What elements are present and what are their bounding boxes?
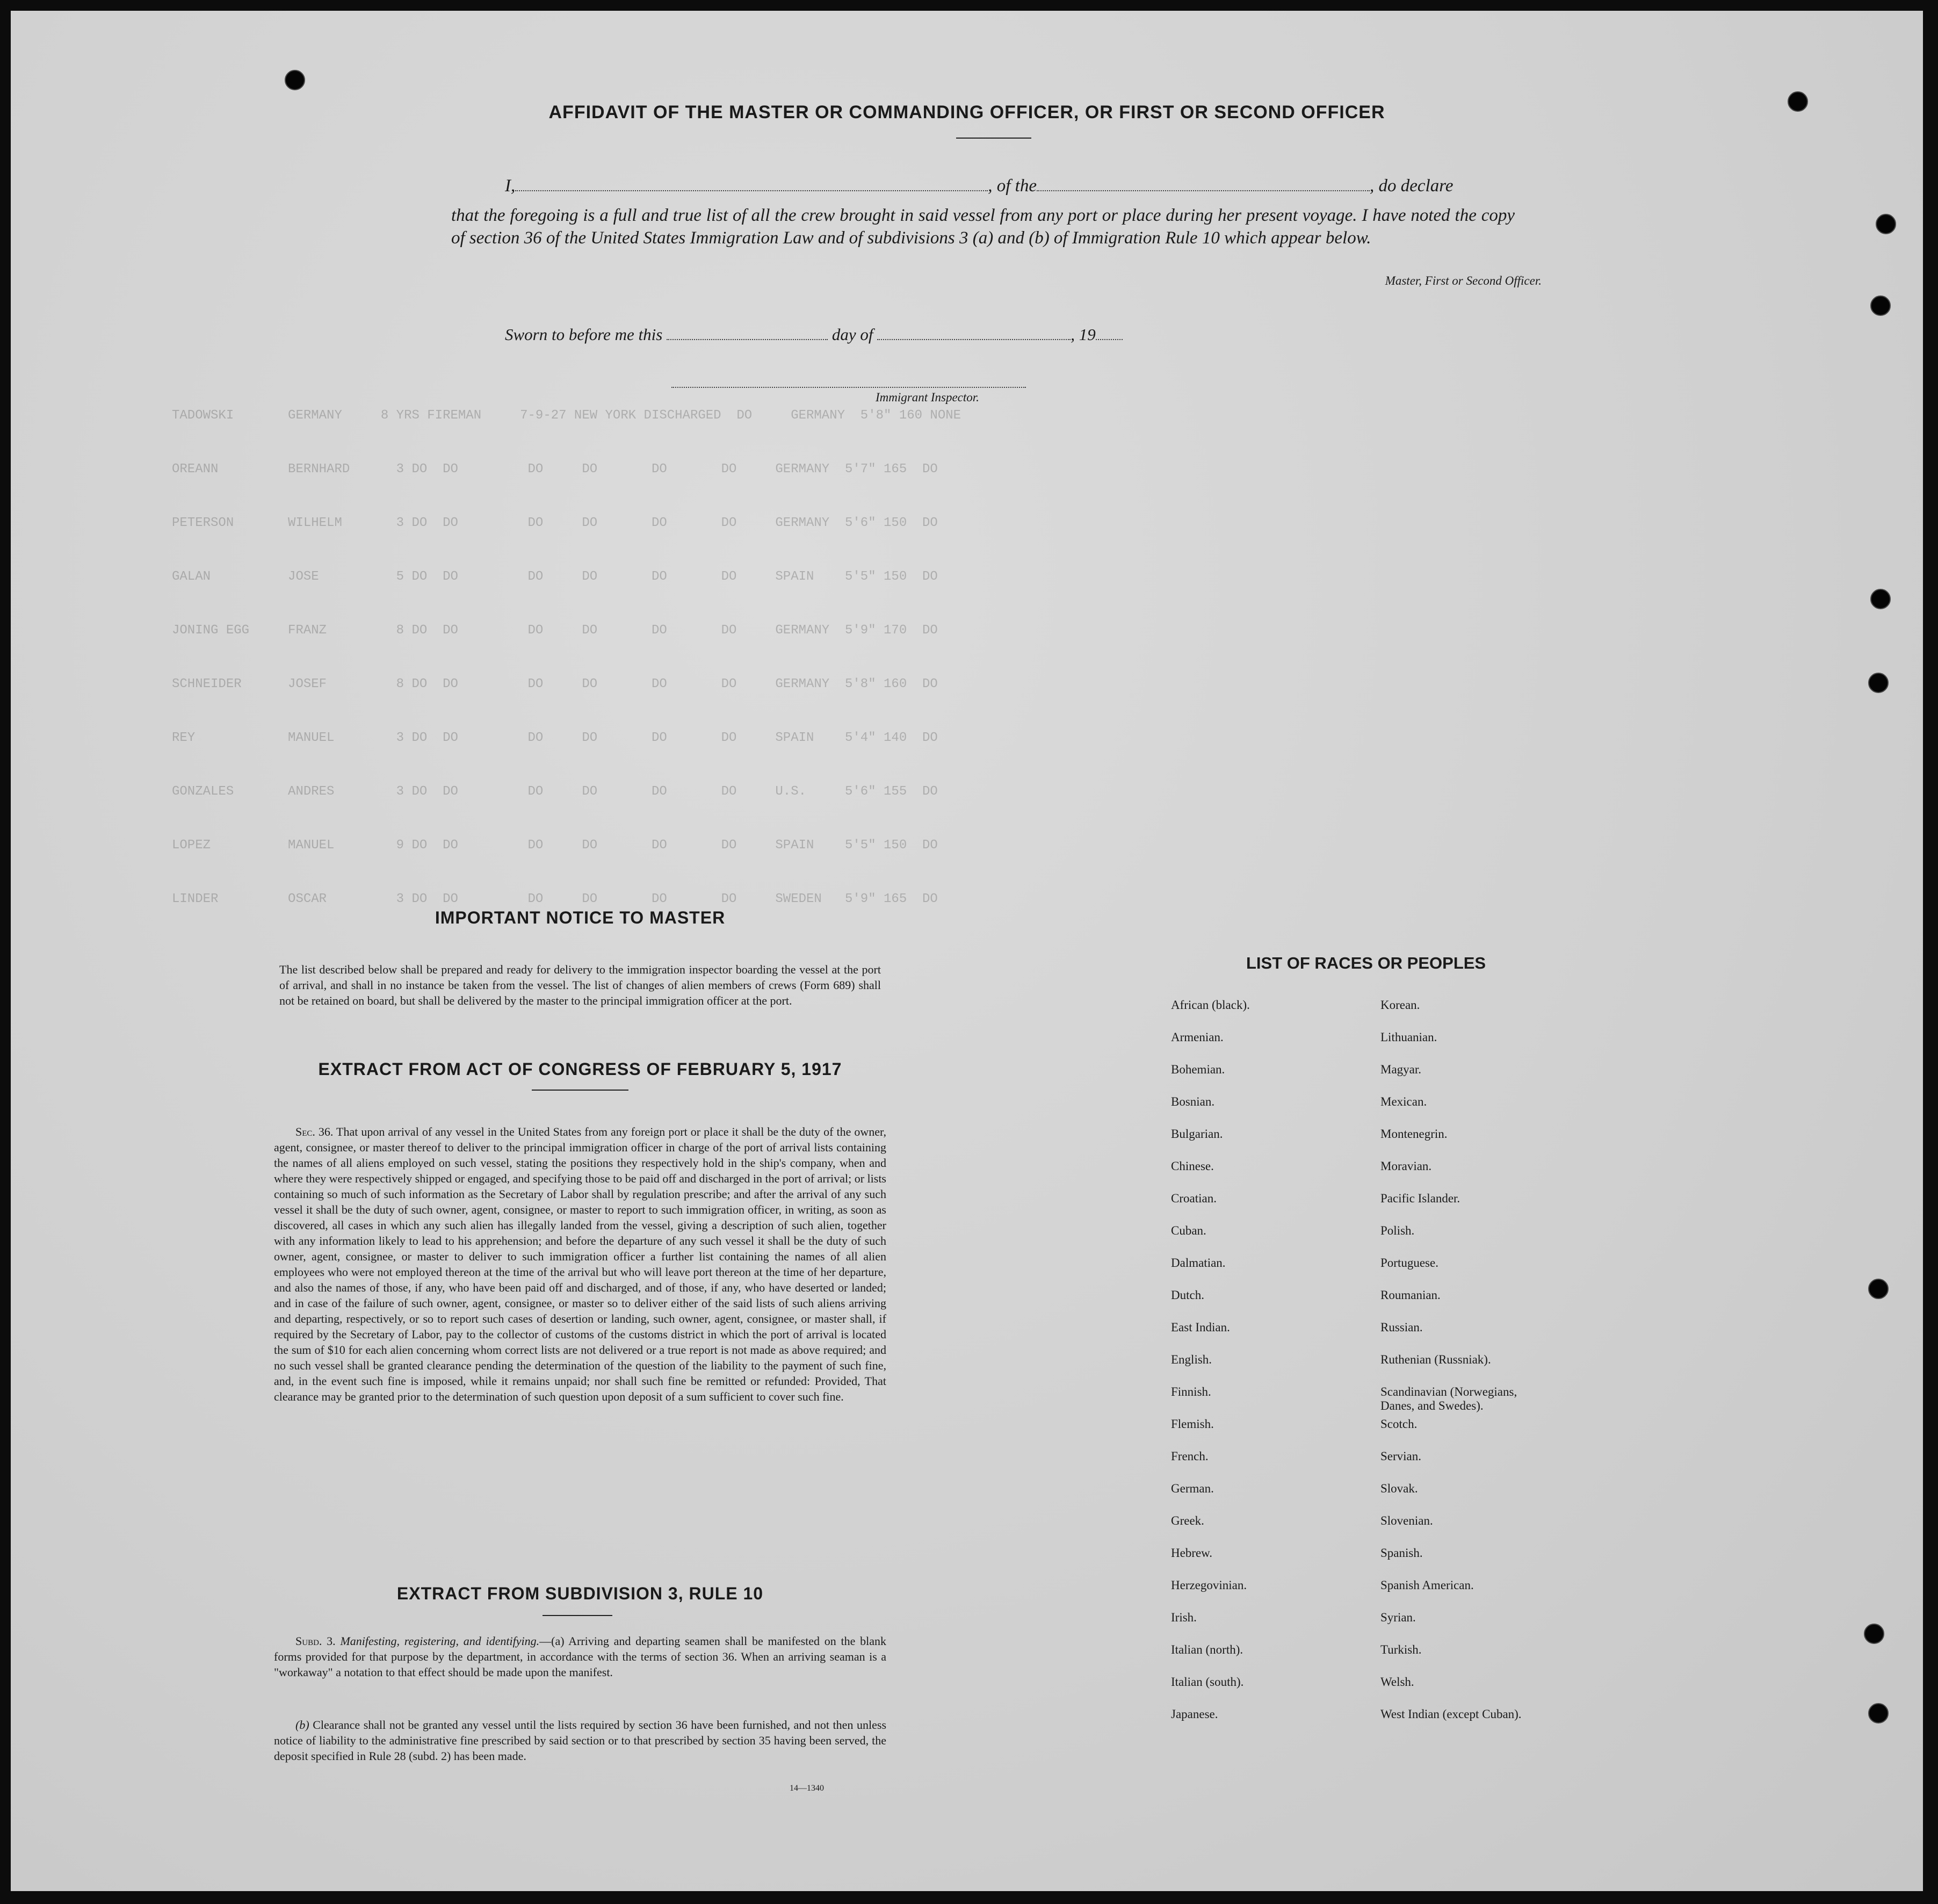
bleed-through-text: GALAN JOSE 5 DO DO DO DO DO DO SPAIN 5'5" 150 DO <box>172 569 938 584</box>
race-item: Roumanian. <box>1380 1288 1441 1302</box>
race-item: Slovenian. <box>1380 1514 1433 1527</box>
sworn-line <box>505 325 1123 344</box>
race-item: Dutch. <box>1171 1288 1204 1302</box>
bleed-through-text: LINDER OSCAR 3 DO DO DO DO DO DO SWEDEN 5'9" 165 DO <box>172 892 938 906</box>
para-b-label: (b) <box>295 1718 309 1732</box>
bleed-through-text: TADOWSKI GERMANY 8 YRS FIREMAN 7-9-27 NEW YORK DISCHARGED DO GERMANY 5'8" 160 NONE <box>172 408 961 423</box>
rule-para-a-text: —(a) Arriving and departing seamen shall be manifested on the blank forms provided for that purpose by the department, in accordance with the terms of section 36. When an arriving seaman is a "workaway" a notation to that effect should be made upon the manifest. <box>274 1634 887 1679</box>
bleed-through-text: OREANN BERNHARD 3 DO DO DO DO DO DO GERMANY 5'7" 165 DO <box>172 462 938 477</box>
divider <box>543 1615 612 1616</box>
punch-hole <box>1870 295 1891 316</box>
race-item: German. <box>1171 1482 1214 1495</box>
race-item: Servian. <box>1380 1449 1422 1463</box>
inspector-signature-blank[interactable] <box>671 371 1026 388</box>
punch-hole <box>1868 673 1889 693</box>
bleed-through-text: LOPEZ MANUEL 9 DO DO DO DO DO DO SPAIN 5'5" 150 DO <box>172 838 938 853</box>
race-item: West Indian (except Cuban). <box>1380 1707 1522 1721</box>
notice-body: The list described below shall be prepared and ready for delivery to the immigration inspector boarding the vessel at the port of arrival, and shall in no instance be taken from the vessel. The list of changes of alien members of crews (Form 689) shall not be retained on board, but shall be delivered by the master to the principal immigration officer at the port. <box>279 963 881 1007</box>
race-item: Turkish. <box>1380 1643 1422 1656</box>
bleed-through-text: REY MANUEL 3 DO DO DO DO DO DO SPAIN 5'4" 140 DO <box>172 731 938 745</box>
race-item: Spanish. <box>1380 1546 1423 1560</box>
rule-para-b-text: Clearance shall not be granted any vessel until the lists required by section 36 have been furnished, and not then unless notice of liability to the administrative fine prescribed by said section or to that prescribed by section 35 having been served, the deposit specified in Rule 28 (subd. 2) has been made. <box>274 1718 887 1763</box>
race-item: Mexican. <box>1380 1095 1427 1108</box>
bleed-through-text: GONZALES ANDRES 3 DO DO DO DO DO DO U.S. 5'6" 155 DO <box>172 784 938 799</box>
race-item: Japanese. <box>1171 1707 1218 1721</box>
signature-caption: Master, First or Second Officer. <box>1385 274 1542 287</box>
do-declare-label: , do declare <box>1369 176 1454 196</box>
race-item: Syrian. <box>1380 1611 1416 1624</box>
bleed-through-text: PETERSON WILHELM 3 DO DO DO DO DO DO GERMANY 5'6" 150 DO <box>172 516 938 530</box>
vessel-blank[interactable] <box>1037 190 1370 191</box>
race-item: Flemish. <box>1171 1417 1214 1431</box>
bleed-through-text: JONING EGG FRANZ 8 DO DO DO DO DO DO GERMANY 5'9" 170 DO <box>172 623 938 638</box>
race-item: Spanish American. <box>1380 1578 1474 1592</box>
race-item: Hebrew. <box>1171 1546 1213 1560</box>
punch-hole <box>1868 1703 1889 1723</box>
race-item: Italian (south). <box>1171 1675 1244 1689</box>
race-item: Croatian. <box>1171 1192 1217 1205</box>
month-blank[interactable] <box>877 339 1071 340</box>
punch-hole <box>1876 214 1896 234</box>
races-heading: LIST OF RACES OR PEOPLES <box>1246 954 1486 972</box>
punch-hole <box>1864 1624 1884 1644</box>
race-item: Bohemian. <box>1171 1063 1225 1076</box>
inspector-caption: Immigrant Inspector. <box>876 391 979 404</box>
subd-label: Subd. 3. <box>295 1634 336 1648</box>
document-page <box>11 11 1923 1891</box>
affidavit-title: AFFIDAVIT OF THE MASTER OR COMMANDING OFFICER, OR FIRST OR SECOND OFFICER <box>548 102 1385 122</box>
race-item: East Indian. <box>1171 1321 1230 1334</box>
bleed-through-text: SCHNEIDER JOSEF 8 DO DO DO DO DO DO GERMANY 5'8" 160 DO <box>172 677 938 691</box>
affidavit-body: that the foregoing is a full and true list of all the crew brought in said vessel from any port or place during her present voyage. I have noted the copy of section 36 of the United States Immigration Law and of subdivisions 3 (a) and (b) of Immigration Rule 10 which appear below. <box>451 206 1515 248</box>
race-item: African (black). <box>1171 998 1250 1012</box>
day-blank[interactable] <box>667 339 828 340</box>
punch-hole <box>1870 589 1891 609</box>
race-item: French. <box>1171 1449 1209 1463</box>
race-item: Italian (north). <box>1171 1643 1243 1656</box>
sworn-prefix: Sworn to before me this <box>505 325 663 344</box>
race-item: Moravian. <box>1380 1159 1432 1173</box>
act-heading: EXTRACT FROM ACT OF CONGRESS OF FEBRUARY 5, 1917 <box>318 1059 842 1079</box>
race-item: Armenian. <box>1171 1030 1224 1044</box>
race-item: Chinese. <box>1171 1159 1214 1173</box>
form-number: 14—1340 <box>790 1784 824 1793</box>
year-blank[interactable] <box>1096 339 1123 340</box>
notice-heading: IMPORTANT NOTICE TO MASTER <box>435 908 726 927</box>
race-item: Bulgarian. <box>1171 1127 1223 1141</box>
subd-title: Manifesting, registering, and identifying. <box>340 1634 540 1648</box>
year-prefix: , 19 <box>1071 325 1096 344</box>
race-item: English. <box>1171 1353 1212 1366</box>
sec-label: Sec. 36. <box>295 1125 334 1138</box>
race-item: Slovak. <box>1380 1482 1418 1495</box>
rule-heading: EXTRACT FROM SUBDIVISION 3, RULE 10 <box>396 1584 764 1603</box>
race-item: Scotch. <box>1380 1417 1418 1431</box>
race-item: Korean. <box>1380 998 1420 1012</box>
race-item: Portuguese. <box>1380 1256 1438 1270</box>
race-item: Russian. <box>1380 1321 1423 1334</box>
rule-para-a <box>274 1633 886 1680</box>
act-body-container <box>274 1124 886 1404</box>
race-item: Greek. <box>1171 1514 1204 1527</box>
divider <box>956 138 1031 139</box>
day-of-label: day of <box>831 325 873 344</box>
race-item: Bosnian. <box>1171 1095 1215 1108</box>
race-item: Herzegovinian. <box>1171 1578 1247 1592</box>
rule-para-b <box>274 1717 886 1764</box>
race-item: Irish. <box>1171 1611 1197 1624</box>
act-body: That upon arrival of any vessel in the United States from any foreign port or place it shall be the duty of the owner, agent, consignee, or master thereof to deliver to the principal immigration officer in charge of the port of arrival lists containing the names of all aliens employed on such vessel, stating the positions they respectively hold in the ship's company, when and where they were respectively shipped or engaged, and specifying those to be paid off and discharged in the port of arrival; or lists containing so much of such information as the Secretary of Labor shall by regulation prescribe; and after the arrival of any such vessel it shall be the duty of such owner, agent, consignee, or master to report to such immigration officer, in writing, as soon as discovered, all cases in which any such alien has illegally landed from the vessel, giving a description of such alien, together with any information likely to lead to his apprehension; and before the departure of any such vessel it shall be the duty of such owner, agent, consignee, or master to deliver to such immigration officer a further list containing the names of all alien employees who were not employed thereon at the time of the arrival but who will leave port thereon at the time of her departure, and also the names of those, if any, who have been paid off and discharged, and of those, if any, who have deserted or landed; and in case of the failure of such owner, agent, consignee, or master so to deliver either of the said lists of such aliens arriving and departing, respectively, or so to report such cases of desertion or landing, such owner, agent, consignee, or master shall, if required by the Secretary of Labor, pay to the collector of customs of the customs district in which the port of arrival is located the sum of $10 for each alien concerning whom correct lists are not delivered or a true report is not made as above required; and no such vessel shall be granted clearance pending the determination of the question of the liability to the payment of such fine, and, in the event such fine is imposed, while it remains unpaid; nor shall such fine be remitted or refunded: Provided, That clearance may be granted prior to the determination of such question upon deposit of a sum sufficient to cover such fine. <box>274 1125 886 1403</box>
race-item: Welsh. <box>1380 1675 1414 1689</box>
name-blank[interactable] <box>515 190 988 191</box>
race-item: Dalmatian. <box>1171 1256 1226 1270</box>
punch-hole <box>1868 1279 1889 1299</box>
race-item: Scandinavian (Norwegians, Danes, and Swedes). <box>1380 1385 1517 1412</box>
i-label: I, <box>505 176 516 196</box>
race-item: Magyar. <box>1380 1063 1422 1076</box>
race-item: Ruthenian (Russniak). <box>1380 1353 1491 1366</box>
race-item: Polish. <box>1380 1224 1415 1237</box>
affidavit-name-line <box>505 176 1536 196</box>
race-item: Lithuanian. <box>1380 1030 1437 1044</box>
race-item: Pacific Islander. <box>1380 1192 1460 1205</box>
of-the-label: , of the <box>988 176 1037 196</box>
race-item: Finnish. <box>1171 1385 1211 1398</box>
punch-hole <box>285 70 305 90</box>
race-item: Cuban. <box>1171 1224 1206 1237</box>
race-item: Montenegrin. <box>1380 1127 1448 1141</box>
divider <box>532 1090 628 1091</box>
